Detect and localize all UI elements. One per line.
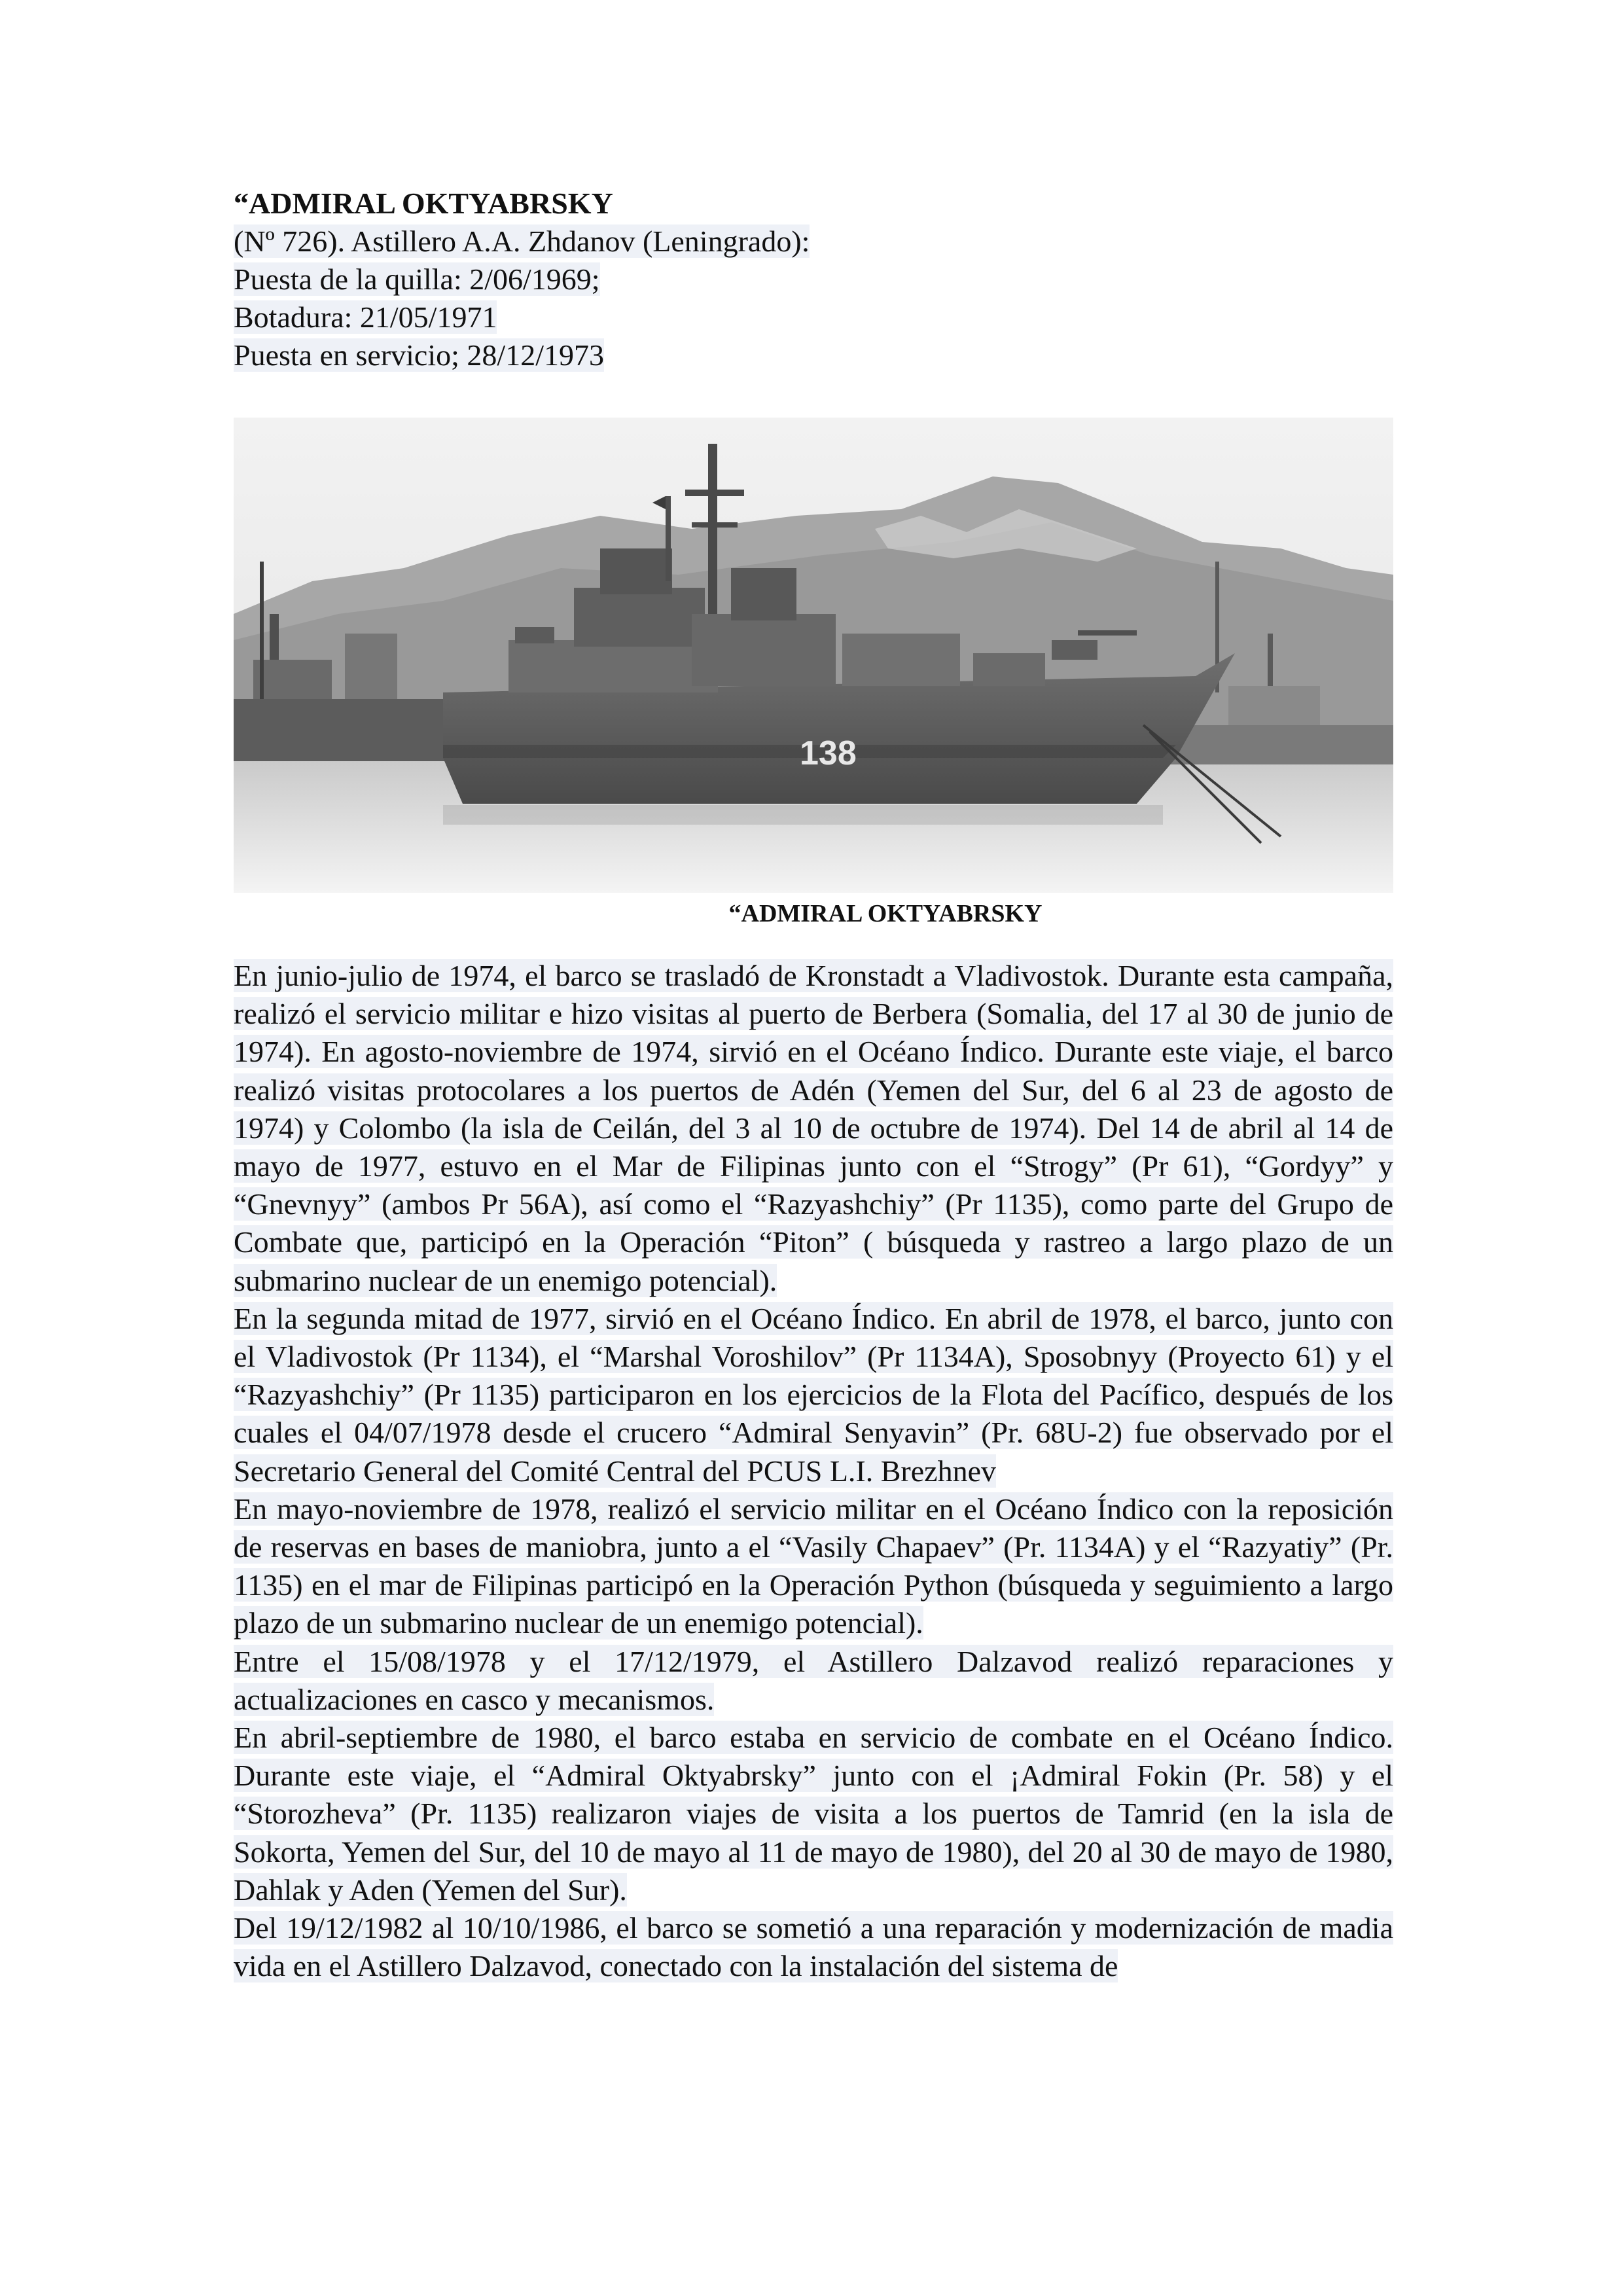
body-text <box>234 957 1393 1985</box>
ship-number-shipyard: (Nº 726). Astillero A.A. Zhdanov (Leningrado): <box>234 224 810 258</box>
keel-laying-date: Puesta de la quilla: 2/06/1969; <box>234 262 600 296</box>
ship-title: “ADMIRAL OKTYABRSKY <box>234 187 613 220</box>
paragraph-1978-1979-repairs: Entre el 15/08/1978 y el 17/12/1979, el Astillero Dalzavod realizó reparaciones y actualizaciones en casco y mecanismos. <box>234 1644 1393 1716</box>
document-page <box>234 185 1393 1985</box>
paragraph-1978-service: En mayo-noviembre de 1978, realizó el servicio militar en el Océano Índico con la reposición de reservas en bases de maniobra, junto a el “Vasily Chapaev” (Pr. 1134A) y el “Razyatiy” (Pr. 1135) en el mar de Filipinas participó en la Operación Python (búsqueda y seguimiento a largo plazo de un submarino nuclear de un enemigo potencial). <box>234 1492 1393 1640</box>
commission-date: Puesta en servicio; 28/12/1973 <box>234 338 604 372</box>
ship-photo <box>234 418 1393 893</box>
hull-number: 138 <box>800 734 857 772</box>
photo-caption: “ADMIRAL OKTYABRSKY <box>728 900 1043 927</box>
launch-date: Botadura: 21/05/1971 <box>234 300 497 334</box>
paragraph-1980: En abril-septiembre de 1980, el barco estaba en servicio de combate en el Océano Índico. Durante este viaje, el “Admiral Oktyabrsky” junto con el ¡Admiral Fokin (Pr. 58) y el “Storozheva” (Pr. 1135) realizaron viajes de visita a los puertos de Tamrid (en la isla de Sokorta, Yemen del Sur, del 10 de mayo al 11 de mayo de 1980), del 20 al 30 de mayo de 1980, Dahlak y Aden (Yemen del Sur). <box>234 1721 1393 1907</box>
paragraph-1977-1978: En la segunda mitad de 1977, sirvió en el Océano Índico. En abril de 1978, el barco, junto con el Vladivostok (Pr 1134), el “Marshal Voroshilov” (Pr 1134A), Sposobnyy (Proyecto 61) y el “Razyashchiy” (Pr 1135) participaron en los ejercicios de la Flota del Pacífico, después de los cuales el 04/07/1978 desde el crucero “Admiral Senyavin” (Pr. 68U-2) fue observado por el Secretario General del Comité Central del PCUS L.I. Brezhnev <box>234 1301 1393 1488</box>
paragraph-1982-1986: Del 19/12/1982 al 10/10/1986, el barco se sometió a una reparación y modernización de madia vida en el Astillero Dalzavod, conectado con la instalación del sistema de <box>234 1911 1393 1983</box>
paragraph-1974-1977: En junio-julio de 1974, el barco se trasladó de Kronstadt a Vladivostok. Durante esta campaña, realizó el servicio militar e hizo visitas al puerto de Berbera (Somalia, del 17 al 30 de junio de 1974). En agosto-noviembre de 1974, sirvió en el Océano Índico. Durante este viaje, el barco realizó visitas protocolares a los puertos de Adén (Yemen del Sur, del 6 al 23 de agosto de 1974) y Colombo (la isla de Ceilán, del 3 al 10 de octubre de 1974). Del 14 de abril al 14 de mayo de 1977, estuvo en el Mar de Filipinas junto con el “Strogy” (Pr 61), “Gordyy” y “Gnevnyy” (ambos Pr 56A), así como el “Razyashchiy” (Pr 1135), como parte del Grupo de Combate que, participó en la Operación “Piton” ( búsqueda y rastreo a largo plazo de un submarino nuclear de un enemigo potencial). <box>234 959 1393 1297</box>
